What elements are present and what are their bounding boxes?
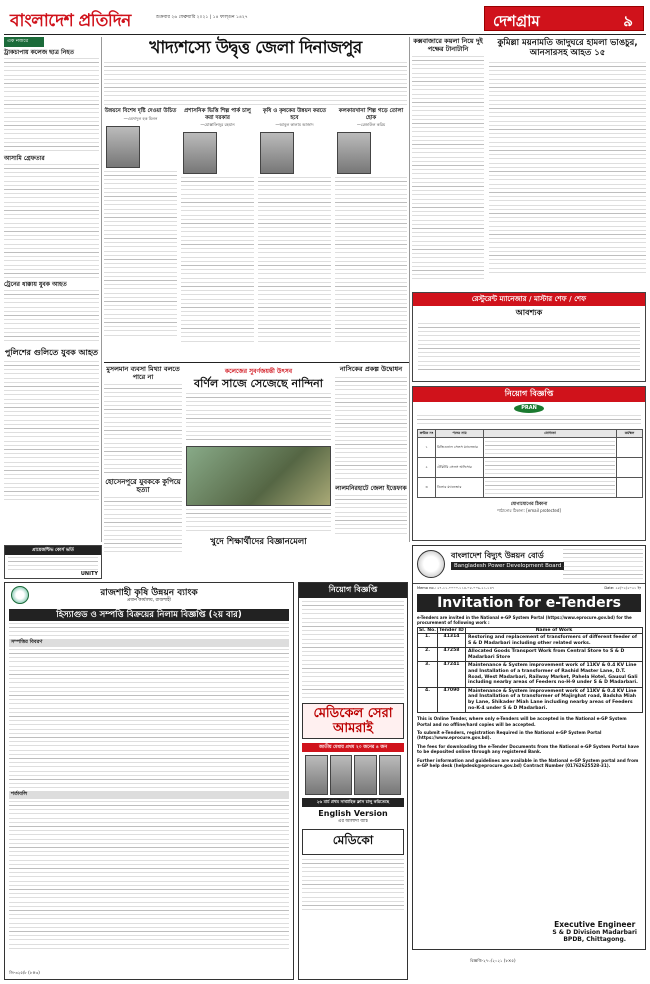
bpdb-tender	[412, 545, 646, 950]
restaurant-ad	[412, 292, 646, 382]
sub-head-1: উন্নয়নে বিশেষ দৃষ্টি দেওয়া উচিত	[104, 108, 177, 114]
byline-1: —এমদাদুল হক মিলন	[123, 115, 158, 121]
job-row: ১ রিজিওনাল সেলস ম্যানেজার	[418, 438, 643, 458]
side-headline: কক্সবাজারে কয়লা নিয়ে দুই পক্ষের টানাটানি	[413, 37, 483, 53]
brief-title-2: আসামি গ্রেফতার	[4, 155, 45, 162]
story-2-photo	[186, 446, 331, 506]
byline-3: —আবুল কালাম আজাদ	[275, 122, 314, 127]
bpdb-para-3: The fees for downloading the e-Tender Documents from the National e-GP System Portal have to be deposited online through any registered Bank.	[417, 743, 639, 755]
medical-exam-note: ২৬ মার্চ প্রথম সাপ্তাহিক ক্লাস চালু করিতেছে	[302, 798, 404, 807]
pran-logo: PRAN	[514, 404, 544, 413]
bpdb-memo: Memo no.: ২৭.১১.০০০০.১১৪.০৫.০০৬.২১-১৪৭	[417, 586, 495, 590]
lead-story	[104, 38, 407, 360]
right-top-story	[489, 38, 646, 288]
krishi-banner: হিস্যাগুড ও সম্পত্তি বিক্রয়ের নিলাম বিজ্ঞপ্তি (২য় বার)	[9, 609, 289, 621]
medical-ad	[298, 582, 408, 980]
job-ad	[412, 386, 646, 541]
sub-head-3: কৃষি ও কৃষকের উন্নয়ন করতে হবে	[262, 108, 327, 121]
footer-code: বিজ্ঞপ্তি-২৭০/২০২১ (৮×৫)	[470, 958, 516, 963]
bpdb-date: Date: ২৫/০২/২০২১ ইং	[604, 586, 641, 590]
job-contact: পাঠানোর ঠিকানা: [email protected]	[497, 508, 561, 513]
bpdb-intro: e-Tenders are invited in the National e-GP System Portal (https://www.eprocure.gov.bd) for the procurement of following work :	[417, 615, 632, 625]
job-row: ২ টেরিটরি সেলস অফিসার	[418, 458, 643, 478]
sub-head-4: কলকারখানা শিল্প গড়ে তোলা হোক	[338, 108, 404, 121]
story-5	[335, 366, 407, 535]
restaurant-ad-subtitle: আবশ্যক	[515, 308, 543, 317]
medical-job-title: নিয়োগ বিজ্ঞপ্তি	[299, 583, 407, 598]
masthead	[4, 4, 646, 34]
krishi-footer: জি-৩২৫/৮ (৮×৩)	[9, 970, 40, 975]
byline-2: —মোস্তাফিজুর রহমান	[200, 122, 235, 127]
right-top-headline: কুমিল্লা ময়নামতি জাদুঘরে হামলা ভাঙচুর, আনসারসহ আহত ১৫	[497, 38, 638, 58]
story-4-headline: খুদে শিক্ষার্থীদের বিজ্ঞানমেলা	[210, 537, 307, 547]
left-column	[4, 37, 99, 542]
krishi-table-title: সম্পত্তির বিবরণ	[9, 639, 289, 647]
small-ad	[4, 545, 102, 579]
lead-headline: খাদ্যশস্যে উদ্বৃত্ত জেলা দিনাজপুর	[149, 38, 362, 58]
author-photo-4	[337, 132, 371, 174]
small-ad-brand: UNITY	[80, 571, 98, 577]
tender-row: 4. 47090 Maintenance & System improvement work of 11KV & 0.4 KV Line and Installation of a transformer of Majirghat road, Badsha Miah by Lane, Shikader Miah Lane including nearby areas of Feeders no-K-4 under S & D Madarbari.	[418, 687, 643, 712]
medical-banner: মেডিকেল সেরা আমরাই	[302, 703, 404, 739]
story-6-headline: লালমনিরহাটে জেলা ইত্তেফাক	[335, 484, 407, 492]
ticker-label: এক নজরে	[4, 37, 44, 47]
medical-english: English Version	[318, 809, 388, 818]
brief-title-4: পুলিশের গুলিতে যুবক আহত	[4, 348, 99, 357]
medical-photo-grid	[305, 755, 401, 795]
krishi-terms: শর্তাবলি	[9, 791, 289, 799]
story-1-headline: মুসলমান ব্যবসা মিথ্যা বলতে পারে না	[106, 365, 180, 381]
bpdb-header	[413, 546, 645, 584]
author-photo-2	[183, 132, 217, 174]
bpdb-para-1: This is Online Tender, where only e-Tenders will be accepted in the National e-GP System Portal and no offline/hard copies will be accepted.	[417, 716, 627, 727]
sub-head-2: প্রশাসনিক ভিত্তি শিল্প পার্ক চালু করা দরকার	[184, 108, 251, 121]
krishi-branch: প্রধান কার্যালয়, রাজশাহী	[127, 598, 171, 603]
bpdb-para-4: Further information and guidelines are available in the National e-GP System portal and from e-GP help desk (helpdesk@eprocure.gov.bd) Contract Number (01762625528-31).	[417, 757, 639, 768]
story-3-headline: হোসেনপুরে যুবককে কুপিয়ে হত্যা	[105, 478, 181, 494]
brief-title-1: ট্রাকচাপায় কলেজ ছাত্র নিহত	[4, 49, 74, 56]
job-row: ৩ ডিলার ম্যানেজার	[418, 478, 643, 498]
page-number: ৯	[623, 12, 633, 30]
story-1	[104, 366, 182, 553]
story-5-headline: নাসিকের প্রকল্প উদ্বোধন	[339, 365, 403, 373]
tender-table: Sl. No. Tender ID Name of Work 1. 41314 Restoring and replacement of transformers of different feeder of S & D Madarbari including other related works. 2. 47258 Allocated Goods Transport Work from Central Store to S & D Madarbari Store 3. 47241 Maintenance & System improvement work of 11KV & 0.4 KV Line and Installation of a transformer of Rashid Master Lane, D.T. Road, West Madarbari, Railway Market, Pahela Hotel, Gausul Gali including nearby areas of Feeders no-H-9 under S & D Madarbari. 4. 47090 Maintenance & System improvement work of 11KV & 0.4 KV Line and Installation of a transformer of Majirghat road, Badsha Miah by Lane, Shikader Miah Lane including nearby areas of Feeders no-K-4 under S & D Madarbari.	[417, 627, 643, 713]
tender-row: 3. 47241 Maintenance & System improvement work of 11KV & 0.4 KV Line and Installation of a transformer of Rashid Master Lane, D.T. Road, West Madarbari, Railway Market, Pahela Hotel, Gausul Gali including nearby areas of Feeders no-H-9 under S & D Madarbari.	[418, 662, 643, 687]
small-ad-title: প্রায়েজন্টিভ কোর্স ভর্তি	[5, 546, 101, 555]
bpdb-para-2: To submit e-Tenders, registration Required in the National e-GP System Portal (https://www.eprocure.gov.bd).	[417, 729, 602, 741]
tender-row: 2. 47258 Allocated Goods Transport Work from Central Store to S & D Madarbari Store	[418, 648, 643, 662]
brief-title-3: ট্রেনের ধাক্কায় যুবক আহত	[4, 281, 67, 288]
restaurant-ad-title: রেস্টুরেন্ট ম্যানেজার / মাস্টার শেফ / শেফ	[413, 293, 645, 306]
krishi-bank-ad	[4, 582, 294, 980]
tender-row: 1. 41314 Restoring and replacement of transformers of different feeder of S & D Madarbari including other related works.	[418, 634, 643, 648]
bpdb-name-en: Bangladesh Power Development Board	[451, 562, 564, 570]
author-photo-3	[260, 132, 294, 174]
bpdb-name-bn: বাংলাদেশ বিদ্যুৎ উন্নয়ন বোর্ড	[451, 551, 544, 560]
paper-logo: বাংলাদেশ প্রতিদিন	[10, 11, 131, 31]
job-contact-label: যোগাযোগের ঠিকানা	[510, 502, 548, 507]
job-ad-title: নিয়োগ বিজ্ঞপ্তি	[413, 387, 645, 402]
medical-english-sub: এর আলাদা ব্যাচ	[338, 819, 368, 824]
story-2	[186, 366, 331, 547]
story-2-headline: বর্ণিল সাজে সেজেছে নান্দিনা	[194, 377, 323, 390]
date-line: শুক্রবার ২৬ ফেব্রুয়ারি ২০২১ | ১৪ ফাল্গুন ১৪২৭	[156, 15, 248, 20]
bpdb-logo	[417, 550, 445, 578]
section-banner	[484, 6, 644, 31]
author-photo-1	[106, 126, 140, 168]
byline-4: —রেজাউল করিম	[356, 122, 386, 127]
bpdb-title: Invitation for e-Tenders	[417, 594, 641, 612]
side-story	[412, 38, 484, 288]
bpdb-signature: Executive Engineer S & D Division Madarbari BPDB, Chittagong.	[552, 920, 637, 943]
job-table: ক্রমিক নং পদের নাম যোগ্যতা কর্মস্থল ১ রিজিওনাল সেলস ম্যানেজার ২ টেরিটরি সেলস অফিসার ৩ ডিলার ম্যানেজার	[417, 429, 643, 498]
medico-logo: মেডিকো	[302, 829, 404, 855]
medical-tag: জাতীয় মেধায় প্রথম ২০ জনের ৪ জন	[302, 743, 404, 752]
story-2-kicker: কলেজের সুবর্ণজয়ন্তী উৎসব	[224, 368, 293, 375]
krishi-name: রাজশাহী কৃষি উন্নয়ন ব্যাংক	[100, 588, 198, 598]
section-title: দেশগ্রাম	[493, 12, 540, 30]
